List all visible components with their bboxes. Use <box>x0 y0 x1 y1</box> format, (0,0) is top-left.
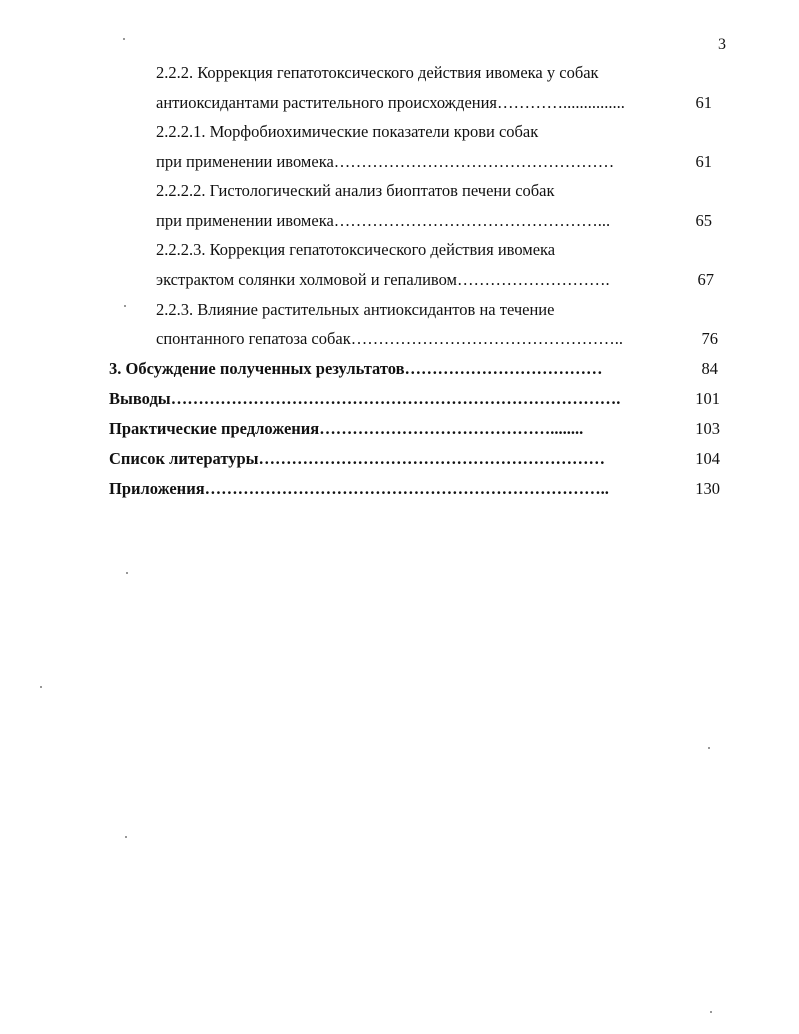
scan-speck <box>126 572 128 574</box>
toc-entry-practical: Практические предложения……………………………………........ <box>109 419 584 438</box>
toc-entry-2-2-2-3-page: 67 <box>697 270 714 289</box>
toc-entry-3-line-1: 3. Обсуждение полученных результатов……………………………… <box>109 359 603 378</box>
toc-entry-3-page: 84 <box>701 359 718 378</box>
toc-entry-2-2-2-3-line-2: экстрактом солянки холмовой и гепаливом………………………. <box>156 270 610 289</box>
toc-entry-2-2-2-line-1: 2.2.2. Коррекция гепатотоксического действия ивомека у собак <box>156 63 599 82</box>
scan-speck <box>125 836 127 838</box>
toc-entry-2-2-3-line-2: спонтанного гепатоза собак………………………………………….. <box>156 329 623 348</box>
toc-entry-conclusions-page: 101 <box>695 389 720 408</box>
toc-entry-2-2-2-line-2: антиоксидантами растительного происхождения…………............... <box>156 93 625 112</box>
scan-speck <box>40 686 42 688</box>
scan-speck <box>710 1011 712 1013</box>
toc-entry-references-page: 104 <box>695 449 720 468</box>
toc-entry-2-2-2-page: 61 <box>695 93 712 112</box>
toc-entry-appendices: Приложения……………………………………………………………….. <box>109 479 609 498</box>
toc-entry-2-2-2-3-line-1: 2.2.2.3. Коррекция гепатотоксического действия ивомека <box>156 240 556 259</box>
toc-entry-2-2-2-1-line-2: при применении ивомека…………………………………………… <box>156 152 615 171</box>
toc-entry-appendices-page: 130 <box>695 479 720 498</box>
toc-entry-2-2-2-1-line-1: 2.2.2.1. Морфобиохимические показатели крови собак <box>156 122 539 141</box>
toc-entry-conclusions: Выводы………………………………………………………………………. <box>109 389 621 408</box>
toc-entry-practical-page: 103 <box>695 419 720 438</box>
toc-entry-2-2-2-2-line-1: 2.2.2.2. Гистологический анализ биоптатов печени собак <box>156 181 555 200</box>
page-number: 3 <box>718 36 726 53</box>
scan-speck <box>708 747 710 749</box>
toc-entry-2-2-2-1-page: 61 <box>695 152 712 171</box>
scan-speck <box>123 38 125 40</box>
toc-entry-2-2-3-line-1: 2.2.3. Влияние растительных антиоксидантов на течение <box>156 300 555 319</box>
toc-entry-2-2-2-2-page: 65 <box>695 211 712 230</box>
toc-entry-2-2-2-2-line-2: при применении ивомека…………………………………………... <box>156 211 611 230</box>
toc-entry-references: Список литературы……………………………………………………… <box>109 449 606 468</box>
scan-speck <box>124 305 126 307</box>
toc-entry-2-2-3-page: 76 <box>701 329 718 348</box>
